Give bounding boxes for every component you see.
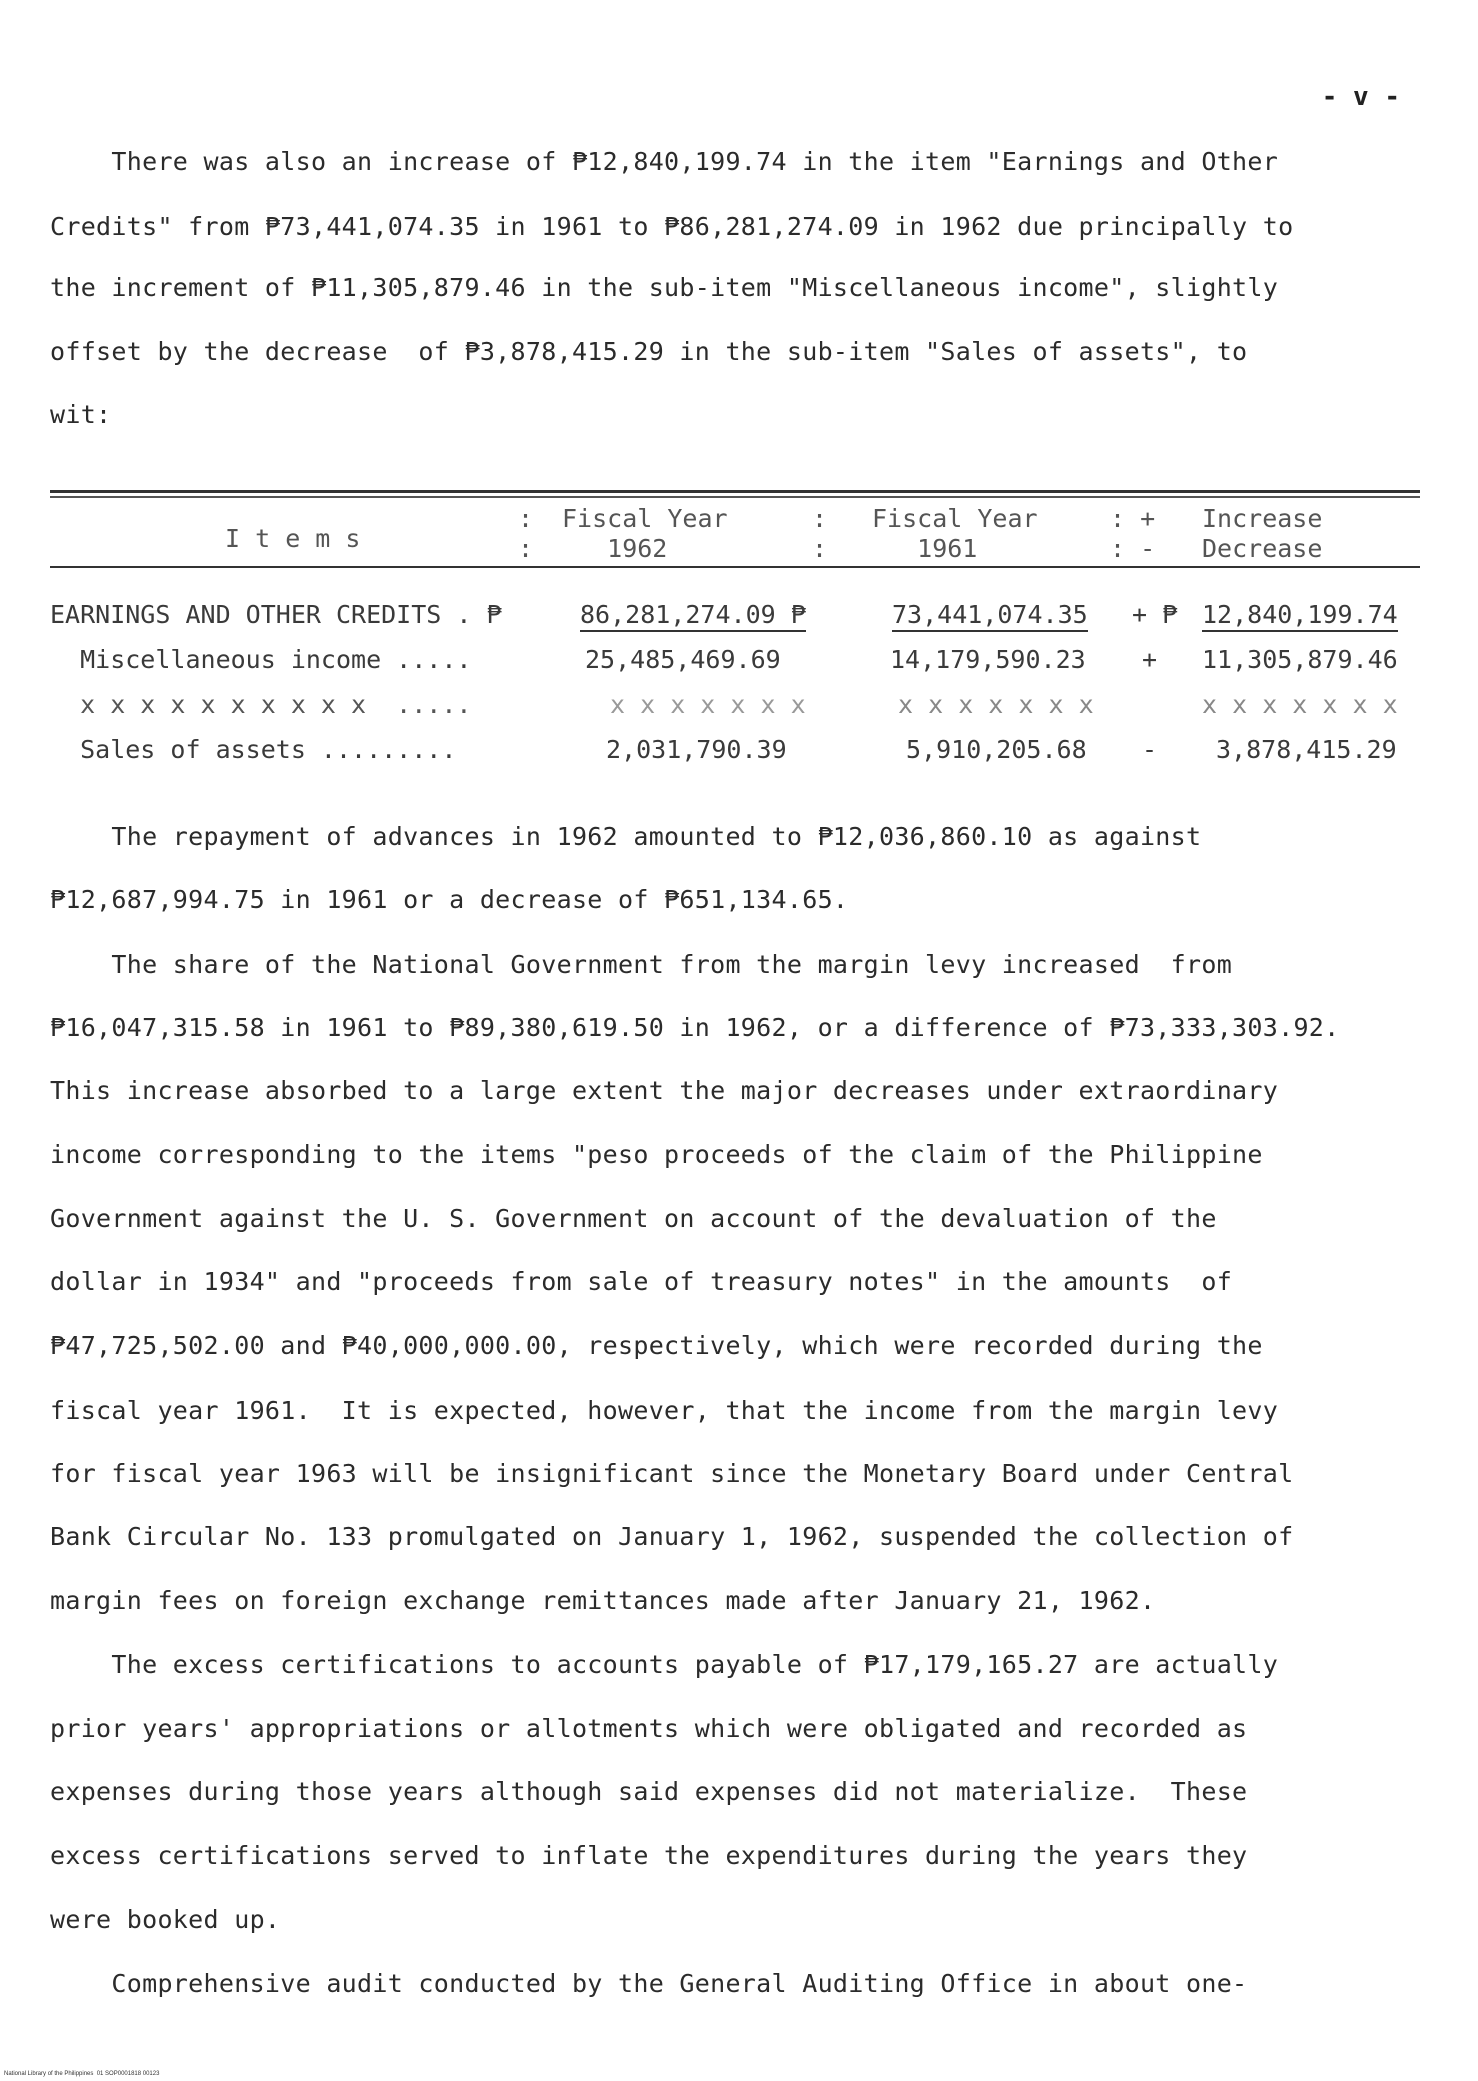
header-increase-decrease: Increase Decrease — [1202, 504, 1323, 563]
header-sign: : + : - — [1110, 504, 1156, 563]
paragraph-4-line-5: were booked up. — [50, 1905, 281, 1934]
table-row-3-fy1962: x x x x x x x — [610, 690, 806, 719]
table-row-1-fy1961: 73,441,074.35 — [892, 600, 1088, 632]
paragraph-3-line-7: ₱47,725,502.00 and ₱40,000,000.00, respectively, which were recorded during the — [50, 1331, 1263, 1360]
table-row-4-fy1961: 5,910,205.68 — [906, 735, 1087, 764]
paragraph-3-line-4: income corresponding to the items "peso proceeds of the claim of the Philippine — [50, 1140, 1263, 1169]
paragraph-4-line-1: The excess certifications to accounts payable of ₱17,179,165.27 are actually — [50, 1650, 1279, 1679]
paragraph-1-line-5: wit: — [50, 400, 112, 429]
page-number: - v - — [1321, 82, 1400, 112]
archive-footer: National Library of the Philippines 01 SOP0001818 00123 — [4, 2071, 160, 2077]
table-row-1-fy1962: 86,281,274.09 ₱ — [580, 600, 806, 632]
header-sep-2: : : — [812, 504, 828, 563]
paragraph-4-line-4: excess certifications served to inflate the expenditures during the years they — [50, 1841, 1248, 1870]
paragraph-3-line-9: for fiscal year 1963 will be insignificant since the Monetary Board under Central — [50, 1459, 1294, 1488]
paragraph-1-line-1: There was also an increase of ₱12,840,199.74 in the item "Earnings and Other — [50, 147, 1279, 176]
paragraph-3-line-3: This increase absorbed to a large extent the major decreases under extraordinary — [50, 1076, 1279, 1105]
paragraph-1-line-4: offset by the decrease of ₱3,878,415.29 in the sub-item "Sales of assets", to — [50, 337, 1248, 366]
header-items: I t e m s — [225, 524, 361, 553]
table-row-1-change: 12,840,199.74 — [1202, 600, 1398, 632]
paragraph-4-line-2: prior years' appropriations or allotments which were obligated and recorded as — [50, 1714, 1248, 1743]
paragraph-2-line-1: The repayment of advances in 1962 amounted to ₱12,036,860.10 as against — [50, 822, 1202, 851]
header-sep-1: : : — [518, 504, 534, 563]
paragraph-3-line-8: fiscal year 1961. It is expected, however, that the income from the margin levy — [50, 1396, 1279, 1425]
paragraph-1-line-2: Credits" from ₱73,441,074.35 in 1961 to ₱86,281,274.09 in 1962 due principally to — [50, 212, 1294, 241]
table-row-4-sign: - — [1142, 735, 1158, 764]
table-row-3-fy1961: x x x x x x x — [898, 690, 1094, 719]
header-fy-1961: Fiscal Year 1961 — [872, 504, 1038, 563]
paragraph-3-line-11: margin fees on foreign exchange remittances made after January 21, 1962. — [50, 1586, 1156, 1615]
paragraph-4-line-3: expenses during those years although said expenses did not materialize. These — [50, 1777, 1248, 1806]
table-row-2-fy1962: 25,485,469.69 — [585, 645, 781, 674]
table-row-4-item: Sales of assets ......... — [50, 735, 457, 764]
paragraph-1-line-3: the increment of ₱11,305,879.46 in the sub-item "Miscellaneous income", slightly — [50, 273, 1279, 302]
paragraph-5-line-1: Comprehensive audit conducted by the General Auditing Office in about one- — [50, 1969, 1248, 1998]
table-row-1-sign: + ₱ — [1132, 600, 1178, 629]
header-fy-1962: Fiscal Year 1962 — [562, 504, 728, 563]
paragraph-3-line-1: The share of the National Government from the margin levy increased from — [50, 950, 1233, 979]
table-header-rule — [50, 566, 1420, 568]
table-row-4-fy1962: 2,031,790.39 — [606, 735, 787, 764]
table-row-4-change: 3,878,415.29 — [1216, 735, 1397, 764]
table-row-3-item: x x x x x x x x x x ..... — [50, 690, 472, 719]
paragraph-3-line-6: dollar in 1934" and "proceeds from sale of treasury notes" in the amounts of — [50, 1267, 1233, 1296]
table-row-2-change: 11,305,879.46 — [1202, 645, 1398, 674]
table-row-3-change: x x x x x x x — [1202, 690, 1398, 719]
paragraph-3-line-5: Government against the U. S. Government on account of the devaluation of the — [50, 1204, 1217, 1233]
table-top-rule — [50, 490, 1420, 493]
table-row-2-item: Miscellaneous income ..... — [50, 645, 472, 674]
paragraph-2-line-2: ₱12,687,994.75 in 1961 or a decrease of ₱651,134.65. — [50, 885, 849, 914]
table-top-rule-2 — [50, 496, 1420, 498]
table-row-2-sign: + — [1142, 645, 1158, 674]
paragraph-3-line-10: Bank Circular No. 133 promulgated on January 1, 1962, suspended the collection of — [50, 1522, 1294, 1551]
paragraph-3-line-2: ₱16,047,315.58 in 1961 to ₱89,380,619.50 in 1962, or a difference of ₱73,333,303.92. — [50, 1013, 1340, 1042]
table-row-1-item: EARNINGS AND OTHER CREDITS . ₱ — [50, 600, 502, 629]
table-row-2-fy1961: 14,179,590.23 — [890, 645, 1086, 674]
